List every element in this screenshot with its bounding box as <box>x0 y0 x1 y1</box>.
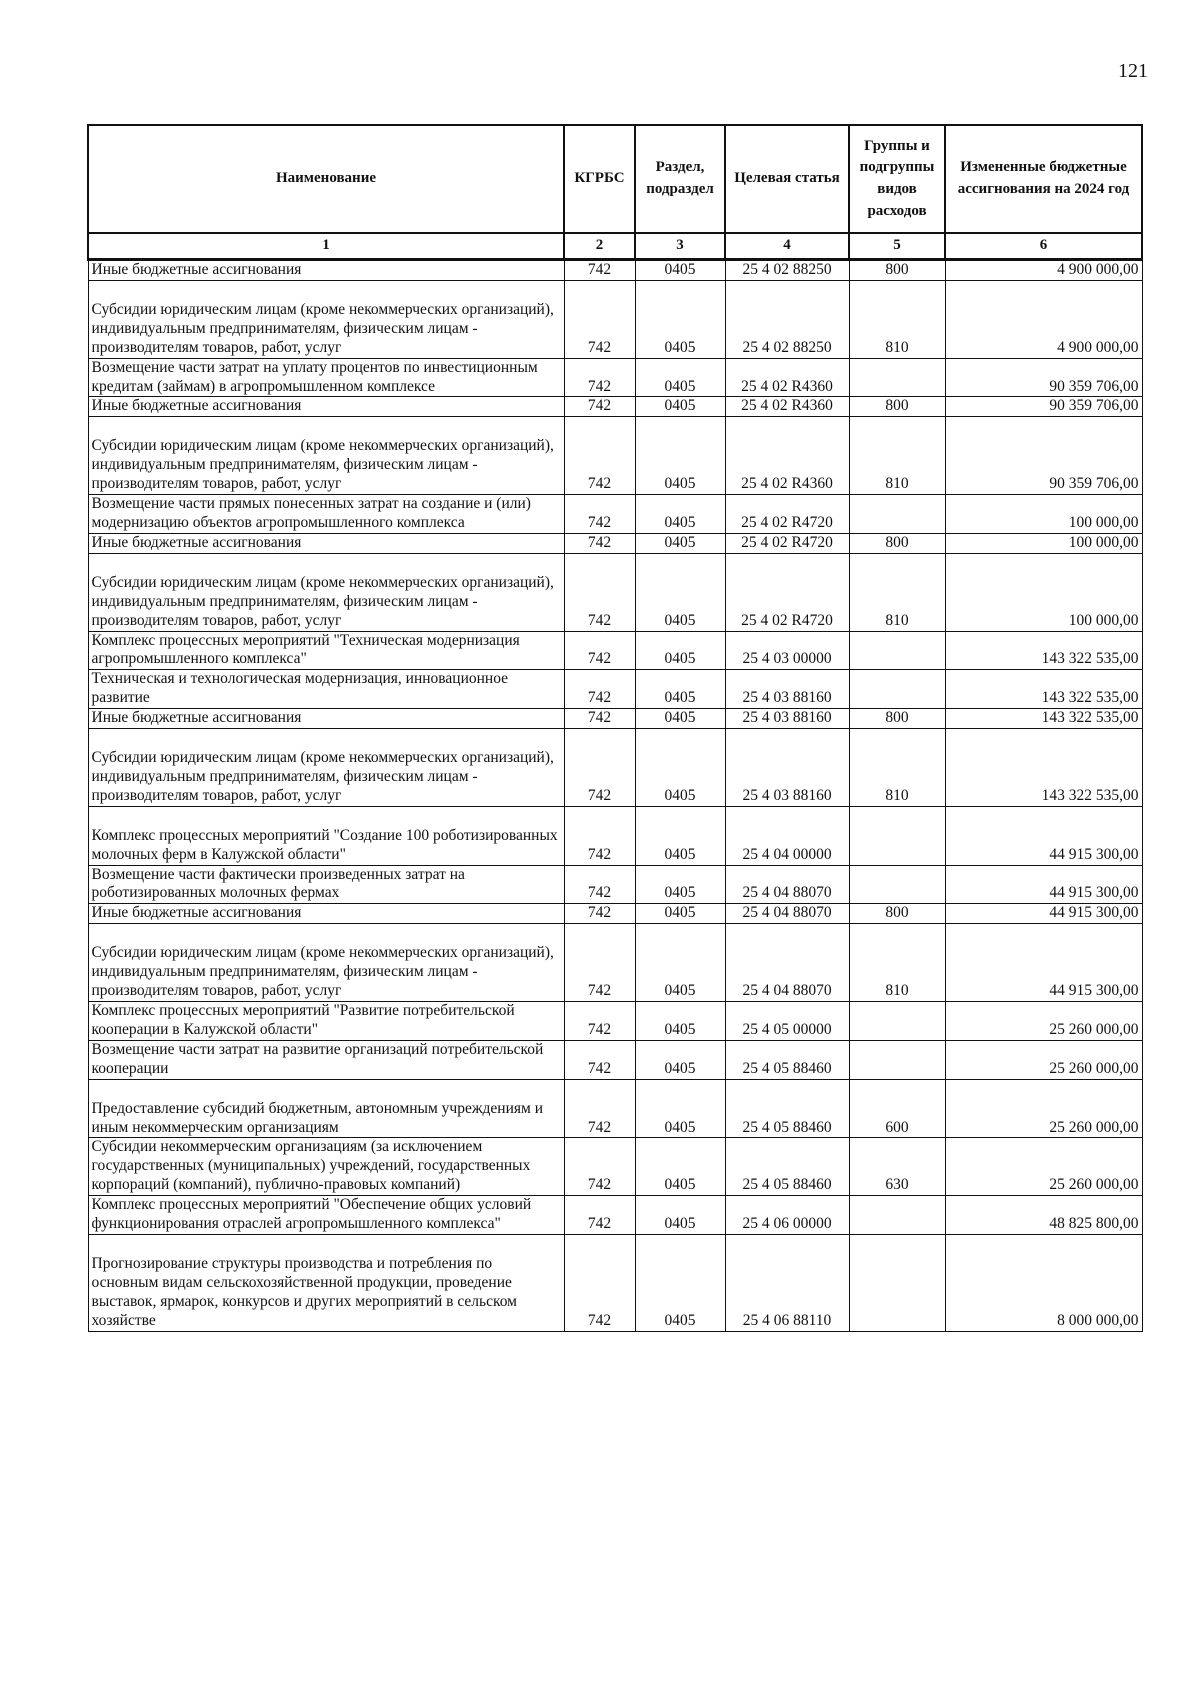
row-name: Комплекс процессных мероприятий "Техническая модернизация агропромышленного комплекса" <box>88 631 564 670</box>
budget-table <box>87 124 1143 1332</box>
row-kgrbs: 742 <box>564 533 635 553</box>
row-vid-rashodov <box>849 631 945 670</box>
column-numbers-row <box>88 233 1142 260</box>
table-body <box>88 260 1142 1332</box>
row-celevaya-statya: 25 4 02 R4720 <box>725 553 849 631</box>
row-name: Возмещение части прямых понесенных затрат на создание и (или) модернизацию объектов агропромышленного комплекса <box>88 495 564 534</box>
row-kgrbs: 742 <box>564 806 635 865</box>
header-assignovaniya-2024: Измененные бюджетные ассигнования на 2024 год <box>945 125 1142 233</box>
column-number-6: 6 <box>945 233 1142 260</box>
row-celevaya-statya: 25 4 06 00000 <box>725 1196 849 1235</box>
row-summa: 25 260 000,00 <box>945 1079 1142 1138</box>
row-name: Комплекс процессных мероприятий "Создание 100 роботизированных молочных ферм в Калужской области" <box>88 806 564 865</box>
row-razdel: 0405 <box>635 670 725 709</box>
row-kgrbs: 742 <box>564 1234 635 1331</box>
row-name: Иные бюджетные ассигнования <box>88 260 564 281</box>
row-summa: 143 322 535,00 <box>945 709 1142 729</box>
row-summa: 100 000,00 <box>945 495 1142 534</box>
row-summa: 100 000,00 <box>945 553 1142 631</box>
header-row <box>88 125 1142 233</box>
row-razdel: 0405 <box>635 1196 725 1235</box>
row-summa: 8 000 000,00 <box>945 1234 1142 1331</box>
row-vid-rashodov: 800 <box>849 533 945 553</box>
row-summa: 25 260 000,00 <box>945 1040 1142 1079</box>
row-name: Иные бюджетные ассигнования <box>88 533 564 553</box>
row-celevaya-statya: 25 4 03 88160 <box>725 729 849 807</box>
row-razdel: 0405 <box>635 631 725 670</box>
row-summa: 48 825 800,00 <box>945 1196 1142 1235</box>
row-kgrbs: 742 <box>564 904 635 924</box>
row-razdel: 0405 <box>635 709 725 729</box>
row-name: Предоставление субсидий бюджетным, автономным учреждениям и иным некоммерческим организациям <box>88 1079 564 1138</box>
row-summa: 90 359 706,00 <box>945 397 1142 417</box>
row-kgrbs: 742 <box>564 260 635 281</box>
header-celevaya-statya: Целевая статья <box>725 125 849 233</box>
row-vid-rashodov <box>849 1234 945 1331</box>
row-name: Иные бюджетные ассигнования <box>88 709 564 729</box>
row-celevaya-statya: 25 4 03 88160 <box>725 709 849 729</box>
row-summa: 25 260 000,00 <box>945 1002 1142 1041</box>
table-row <box>88 729 1142 807</box>
row-name: Комплекс процессных мероприятий "Обеспечение общих условий функционирования отраслей агропромышленного комплекса" <box>88 1196 564 1235</box>
row-name: Субсидии юридическим лицам (кроме некоммерческих организаций), индивидуальным предпринимателям, физическим лицам - производителям товаров, работ, услуг <box>88 729 564 807</box>
row-razdel: 0405 <box>635 924 725 1002</box>
row-kgrbs: 742 <box>564 1002 635 1041</box>
row-celevaya-statya: 25 4 05 88460 <box>725 1079 849 1138</box>
row-celevaya-statya: 25 4 05 00000 <box>725 1002 849 1041</box>
row-kgrbs: 742 <box>564 358 635 397</box>
row-summa: 143 322 535,00 <box>945 670 1142 709</box>
row-celevaya-statya: 25 4 02 R4360 <box>725 358 849 397</box>
row-name: Иные бюджетные ассигнования <box>88 904 564 924</box>
row-razdel: 0405 <box>635 1138 725 1196</box>
row-name: Прогнозирование структуры производства и потребления по основным видам сельскохозяйственной продукции, проведение выставок, ярмарок, конкурсов и других мероприятий в сельском хозяйстве <box>88 1234 564 1331</box>
row-celevaya-statya: 25 4 04 00000 <box>725 806 849 865</box>
table-row <box>88 904 1142 924</box>
row-celevaya-statya: 25 4 04 88070 <box>725 904 849 924</box>
row-summa: 4 900 000,00 <box>945 260 1142 281</box>
row-razdel: 0405 <box>635 1234 725 1331</box>
row-razdel: 0405 <box>635 260 725 281</box>
row-vid-rashodov: 800 <box>849 709 945 729</box>
row-vid-rashodov <box>849 1196 945 1235</box>
table-row <box>88 417 1142 495</box>
row-name: Субсидии юридическим лицам (кроме некоммерческих организаций), индивидуальным предпринимателям, физическим лицам - производителям товаров, работ, услуг <box>88 280 564 358</box>
column-number-2: 2 <box>564 233 635 260</box>
header-kgrbs: КГРБС <box>564 125 635 233</box>
table-row <box>88 358 1142 397</box>
row-celevaya-statya: 25 4 02 R4360 <box>725 397 849 417</box>
row-vid-rashodov: 810 <box>849 729 945 807</box>
row-summa: 143 322 535,00 <box>945 729 1142 807</box>
row-celevaya-statya: 25 4 02 88250 <box>725 260 849 281</box>
table-row <box>88 670 1142 709</box>
row-kgrbs: 742 <box>564 417 635 495</box>
row-celevaya-statya: 25 4 05 88460 <box>725 1138 849 1196</box>
row-celevaya-statya: 25 4 02 R4720 <box>725 533 849 553</box>
row-vid-rashodov <box>849 358 945 397</box>
row-kgrbs: 742 <box>564 924 635 1002</box>
row-razdel: 0405 <box>635 397 725 417</box>
row-name: Субсидии юридическим лицам (кроме некоммерческих организаций), индивидуальным предпринимателям, физическим лицам - производителям товаров, работ, услуг <box>88 924 564 1002</box>
header-razdel: Раздел, подраздел <box>635 125 725 233</box>
row-name: Иные бюджетные ассигнования <box>88 397 564 417</box>
row-vid-rashodov: 630 <box>849 1138 945 1196</box>
row-celevaya-statya: 25 4 03 00000 <box>725 631 849 670</box>
table-row <box>88 533 1142 553</box>
row-vid-rashodov: 800 <box>849 260 945 281</box>
row-name: Субсидии юридическим лицам (кроме некоммерческих организаций), индивидуальным предпринимателям, физическим лицам - производителям товаров, работ, услуг <box>88 553 564 631</box>
table-row <box>88 865 1142 904</box>
column-number-1: 1 <box>88 233 564 260</box>
column-number-4: 4 <box>725 233 849 260</box>
row-kgrbs: 742 <box>564 865 635 904</box>
table-row <box>88 924 1142 1002</box>
table-row <box>88 631 1142 670</box>
row-vid-rashodov: 810 <box>849 553 945 631</box>
row-kgrbs: 742 <box>564 1079 635 1138</box>
row-vid-rashodov: 810 <box>849 417 945 495</box>
row-vid-rashodov: 600 <box>849 1079 945 1138</box>
row-name: Техническая и технологическая модернизация, инновационное развитие <box>88 670 564 709</box>
row-kgrbs: 742 <box>564 709 635 729</box>
row-name: Комплекс процессных мероприятий "Развитие потребительской кооперации в Калужской области" <box>88 1002 564 1041</box>
table-row <box>88 495 1142 534</box>
row-name: Возмещение части фактически произведенных затрат на роботизированных молочных фермах <box>88 865 564 904</box>
row-summa: 143 322 535,00 <box>945 631 1142 670</box>
row-vid-rashodov: 810 <box>849 280 945 358</box>
row-razdel: 0405 <box>635 1002 725 1041</box>
row-razdel: 0405 <box>635 865 725 904</box>
row-kgrbs: 742 <box>564 280 635 358</box>
row-razdel: 0405 <box>635 729 725 807</box>
row-vid-rashodov: 800 <box>849 397 945 417</box>
column-number-5: 5 <box>849 233 945 260</box>
row-name: Субсидии юридическим лицам (кроме некоммерческих организаций), индивидуальным предпринимателям, физическим лицам - производителям товаров, работ, услуг <box>88 417 564 495</box>
row-vid-rashodov <box>849 670 945 709</box>
table-row <box>88 1002 1142 1041</box>
row-razdel: 0405 <box>635 280 725 358</box>
table-row <box>88 1040 1142 1079</box>
row-vid-rashodov <box>849 1040 945 1079</box>
row-summa: 90 359 706,00 <box>945 417 1142 495</box>
row-vid-rashodov <box>849 1002 945 1041</box>
row-vid-rashodov <box>849 806 945 865</box>
row-vid-rashodov <box>849 495 945 534</box>
table-row <box>88 280 1142 358</box>
row-razdel: 0405 <box>635 1040 725 1079</box>
row-vid-rashodov <box>849 865 945 904</box>
row-celevaya-statya: 25 4 05 88460 <box>725 1040 849 1079</box>
row-celevaya-statya: 25 4 06 88110 <box>725 1234 849 1331</box>
row-vid-rashodov: 810 <box>849 924 945 1002</box>
table-row <box>88 397 1142 417</box>
row-razdel: 0405 <box>635 358 725 397</box>
row-summa: 90 359 706,00 <box>945 358 1142 397</box>
row-kgrbs: 742 <box>564 729 635 807</box>
table-row <box>88 1234 1142 1331</box>
row-name: Возмещение части затрат на развитие организаций потребительской кооперации <box>88 1040 564 1079</box>
table-row <box>88 1138 1142 1196</box>
row-kgrbs: 742 <box>564 631 635 670</box>
row-kgrbs: 742 <box>564 1138 635 1196</box>
row-name: Субсидии некоммерческим организациям (за исключением государственных (муниципальных) учреждений, государственных корпораций (компаний), публично-правовых компаний) <box>88 1138 564 1196</box>
row-kgrbs: 742 <box>564 397 635 417</box>
table-row <box>88 1196 1142 1235</box>
row-summa: 25 260 000,00 <box>945 1138 1142 1196</box>
table-row <box>88 260 1142 281</box>
header-name: Наименование <box>88 125 564 233</box>
row-razdel: 0405 <box>635 553 725 631</box>
row-summa: 44 915 300,00 <box>945 806 1142 865</box>
row-vid-rashodov: 800 <box>849 904 945 924</box>
row-summa: 44 915 300,00 <box>945 904 1142 924</box>
row-summa: 4 900 000,00 <box>945 280 1142 358</box>
row-celevaya-statya: 25 4 02 88250 <box>725 280 849 358</box>
row-razdel: 0405 <box>635 1079 725 1138</box>
header-gruppy-vidov-rashodov: Группы и подгруппы видов расходов <box>849 125 945 233</box>
row-celevaya-statya: 25 4 04 88070 <box>725 865 849 904</box>
row-celevaya-statya: 25 4 04 88070 <box>725 924 849 1002</box>
row-razdel: 0405 <box>635 904 725 924</box>
row-razdel: 0405 <box>635 533 725 553</box>
row-razdel: 0405 <box>635 806 725 865</box>
table-row <box>88 806 1142 865</box>
row-kgrbs: 742 <box>564 670 635 709</box>
row-kgrbs: 742 <box>564 553 635 631</box>
row-summa: 100 000,00 <box>945 533 1142 553</box>
row-celevaya-statya: 25 4 03 88160 <box>725 670 849 709</box>
row-kgrbs: 742 <box>564 495 635 534</box>
row-summa: 44 915 300,00 <box>945 924 1142 1002</box>
table-row <box>88 553 1142 631</box>
row-name: Возмещение части затрат на уплату процентов по инвестиционным кредитам (займам) в агропромышленном комплексе <box>88 358 564 397</box>
row-celevaya-statya: 25 4 02 R4360 <box>725 417 849 495</box>
table-row <box>88 1079 1142 1138</box>
row-razdel: 0405 <box>635 417 725 495</box>
row-kgrbs: 742 <box>564 1196 635 1235</box>
row-celevaya-statya: 25 4 02 R4720 <box>725 495 849 534</box>
table-row <box>88 709 1142 729</box>
column-number-3: 3 <box>635 233 725 260</box>
row-summa: 44 915 300,00 <box>945 865 1142 904</box>
row-razdel: 0405 <box>635 495 725 534</box>
row-kgrbs: 742 <box>564 1040 635 1079</box>
page-number: 121 <box>1118 60 1148 82</box>
